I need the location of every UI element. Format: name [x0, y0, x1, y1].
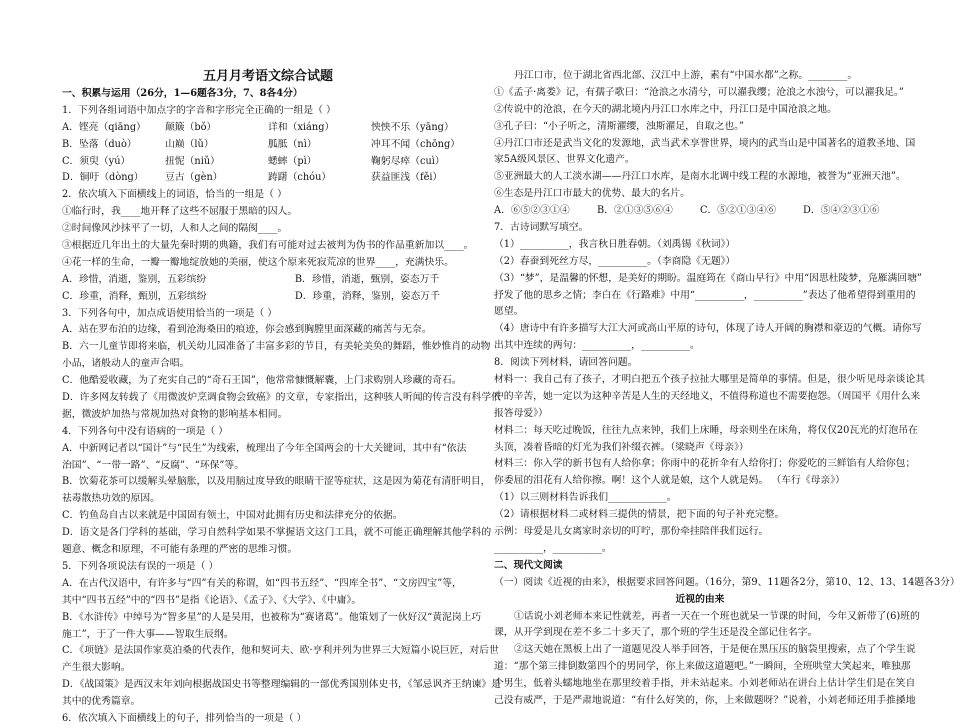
question-8: 8．阅读下列材料，请回答问题。 [494, 357, 638, 369]
reading-instructions: （一）阅读《近视的由来》，根据要求回答问题。（16分，第9、11题各2分，第10、12、13、14题各3分） [494, 576, 960, 588]
question-line: 祛毒散热功效的原因。 [62, 493, 160, 505]
question-line: 其中的优秀篇章。 [62, 696, 141, 708]
question-line: C．《项链》是法国作家莫泊桑的代表作，他和契诃夫、欧·亨利并列为世界三大短篇小说巨匠，对后世 [62, 645, 499, 657]
question-line: 材料二：每天吃过晚饭，往往九点来钟，我们上床睡，母亲则坐在床角，将仅仅20瓦光的灯泡吊在 [494, 424, 918, 436]
essay-paragraph-line: ①话说小刘老师本来记性就差，再者一天在一个班也就呆一节课的时间，今年又新带了(6)班的 [514, 610, 920, 622]
section-heading-1: 一、积累与运用（26分，1—6题各3分，7、8各4分） [62, 88, 303, 99]
question-line: （4）唐诗中有许多描写大江大河或高山平原的诗句，体现了诗人开阔的胸襟和豪迈的气概。请你写 [494, 323, 922, 335]
question-line: 丹江口市，位于湖北省西北部、汉江中上游，素有“中国水都”之称。________。 [514, 70, 858, 81]
question-line: （1）__________，我言秋日胜春朝。（刘禹锡《秋词》） [494, 238, 736, 250]
question-line: （3）“梦”，是温馨的怀想，是美好的期盼。温庭筠在《商山早行》中用“因思杜陵梦，凫雁满回塘” [494, 272, 922, 284]
question-line: 题意、概念和原理，不可能有条理的严密的思维习惯。 [62, 544, 298, 556]
question-line: 治国”、“一带一路”、“反腐”、“环保”等。 [62, 459, 245, 471]
question-6: 6．依次填入下面横线上的句子，排列恰当的一项是（ ） [62, 712, 307, 724]
option-row: A．⑥⑤②③①④ B．②①③⑤⑥④ C．⑤②①③④⑥ D．⑤④②③①⑥ [494, 205, 880, 217]
question-3: 3．下列各句中，加点成语使用恰当的一项是（ ） [62, 307, 278, 319]
question-line: A．在古代汉语中，有许多与“四”有关的称谓，如“四书五经”、“四库全书”、“文房四宝”等， [62, 577, 462, 589]
question-line: __________，__________。 [494, 542, 612, 554]
question-line: ③孔子曰：“小子听之，清斯濯缨，浊斯濯足，自取之也。” [494, 120, 745, 132]
essay-paragraph-line: 己没有威严，于是严肃地说道：“有什么好笑的，你，上来做题呀？”说着，小刘老师还用手推搡地 [494, 694, 916, 706]
essay-paragraph-line: 课，从开学到现在差不多二十多天了，那个班的学生还是没全部记住名字。 [494, 627, 818, 639]
question-line: 材料三：你入学的新书包有人给你拿；你雨中的花折伞有人给你打；你爱吃的三鲜馅有人给你包； [494, 458, 916, 470]
question-line: A．中新网记者以“国计”与“民生”为线索，梳理出了今年全国两会的十大关键词，其中有“依法 [62, 442, 467, 454]
question-line: D．《战国策》是西汉末年刘向根据战国史书等整理编辑的一部优秀国别体史书，《邹忌讽齐王纳谏》是 [62, 679, 501, 691]
essay-paragraph-line: 道：“那个第三排倒数第四个的男同学，你上来做这道题吧。”一瞬间，全班哄堂大笑起来，唯独那 [494, 661, 911, 673]
section-heading-2: 二、现代文阅读 [494, 559, 563, 571]
question-line: 产生很大影响。 [62, 662, 131, 674]
question-line: B．《水浒传》中绰号为“智多星”的人是吴用，也被称为“赛诸葛”。他策划了一伙好汉“黄泥岗上巧 [62, 611, 482, 623]
question-line: 头顶，凑着昏暗的灯光为我们补缀衣裤。（梁晓声《母亲》） [494, 441, 749, 453]
question-line: （2）春蚕到死丝方尽，__________。（李商隐《无题》） [494, 255, 736, 267]
question-line: 家5A级风景区、世界文化遗产。 [494, 154, 635, 166]
option-row: C．须臾（yú） 扭怩（niǔ） 蟋蟀（pì） 鞠躬尽瘁（cuì） [62, 155, 445, 167]
essay-paragraph-line: ②这天她在黑板上出了一道题见没人举手回答，于是便在黑压压的脑袋里搜索，点了个学生说 [514, 644, 916, 656]
question-line: 小品，诸般动人的童声合唱。 [62, 358, 190, 370]
question-1-options [62, 120, 474, 188]
page-title: 五月月考语文综合试题 [202, 69, 333, 84]
question-line: 材料一：我自己有了孩子，才明白把五个孩子拉扯大哪里是简单的事情。但是，很少听见母亲谈论其 [494, 374, 926, 386]
question-line: 你委屈的泪花有人给你擦。啊！这个人就是娘，这个人就是妈。 （车行《母亲》） [494, 475, 845, 487]
question-line: B．饮菊花茶可以缓解头晕脑胀，以及用脑过度导致的眼睛干涩等症状，这是因为菊花有清肝明目， [62, 476, 491, 488]
question-line: 示例：母爱是儿女离家时亲切的叮咛，那份牵挂陪伴我们远行。 [494, 526, 769, 538]
question-line: A．站在罗布泊的边缘，看到沧海桑田的痕迹，你会感到胸膛里面深藏的痛苦与无奈。 [62, 324, 432, 336]
question-line: （1）以三则材料告诉我们____________。 [494, 492, 677, 504]
question-line: ⑤亚洲最大的人工淡水湖——丹江口水库，是南水北调中线工程的水源地，被誉为“亚洲天池”。 [494, 171, 906, 183]
essay-title: 近视的由来 [675, 593, 725, 605]
question-line: ③根据近几年出土的大量先秦时期的典籍，我们有可能对过去被判为伪书的作品重新加以____。 [62, 240, 474, 252]
option-row: C．珍重，消释，甄别，五彩缤纷 D．珍重，消释，鉴别，姿态万千 [62, 290, 440, 302]
question-line: D．许多网友转载了《用微波炉烹调食物会致癌》的文章，专家指出，这种骇人听闻的传言没有科学依 [62, 392, 501, 404]
question-line: C．钓鱼岛自古以来就是中国固有领土，中国对此拥有历史和法律充分的依据。 [62, 510, 403, 522]
question-5: 5．下列各项说法有误的一项是（ ） [62, 560, 219, 572]
question-line: ⑥生态是丹江口市最大的优势、最大的名片。 [494, 188, 690, 200]
question-line: D．语文是各门学科的基础，学习自然科学如果不掌握语文这门工具，就不可能正确理解其他学科的 [62, 527, 492, 539]
question-line: ②传说中的沧浪，在今天的湖北境内丹江口水库之中，丹江口是中国沧浪之地。 [494, 103, 837, 115]
option-row: B．坠落（duò） 山巅（lǔ） 胍胝（nì） 冲耳不闻（chōng） [62, 138, 461, 150]
question-line: 愿望。 [494, 306, 524, 318]
question-line: 出其中连续的两句：__________，__________。 [494, 340, 700, 352]
question-line: B．六一儿童节即将来临，机关幼儿园准备了丰富多彩的节目，有美轮美奂的舞蹈，惟妙惟肖的动物 [62, 341, 491, 353]
question-line: ④花一样的生命，一瓣一瓣地绽放她的美丽，使这个原来死寂荒凉的世界____，充满快乐。 [62, 256, 454, 268]
question-4: 4．下列各句中没有语病的一项是（ ） [62, 425, 229, 437]
question-line: 中的辛苦，她一定以为这种辛苦是人生的天经地义，不值得称道也不需要抱怨。（周国平《用什么来 [494, 390, 921, 402]
question-2: 2．依次填入下面横线上的词语，恰当的一组是（ ） [62, 189, 287, 201]
question-line: ①《孟子·离娄》记，有孺子歌曰：“沧浪之水清兮，可以濯我缨；沧浪之水浊兮，可以濯我足。” [494, 86, 904, 98]
question-line: 施工”，于了一件大事——智取生辰纲。 [62, 628, 234, 640]
question-line: 据，微波炉加热与常规加热对食物的影响基本相同。 [62, 408, 288, 420]
question-line: C．他酷爱收藏，为了充实自己的“奇石王国”，他常常慷慨解囊，上门求购别人珍藏的奇石。 [62, 375, 462, 387]
essay-paragraph-line: 个男生，低着头蠕地地坐在那里绞着手指，并未站起来。小刘老师站在讲台上估计学生们是在笑自 [494, 678, 916, 690]
question-line: ④丹江口市还是武当文化的发源地，武当武术享誉世界，境内的武当山是中国著名的道教圣地、国 [494, 137, 916, 149]
question-line: 其中“四书五经”中的“四书”是指《论语》、《孟子》、《大学》、《中庸》。 [62, 594, 362, 606]
question-1: 1．下列各组词语中加点字的字音和字形完全正确的一组是（ ） [62, 104, 336, 116]
right-column [494, 0, 960, 706]
question-7: 7．古诗词默写填空。 [494, 222, 589, 234]
option-row: A．珍惜，消逝，鉴别，五彩缤纷 B．珍惜，消逝，甄别，姿态万千 [62, 273, 440, 285]
option-row: D．铜吁（dòng） 豆古（gèn） 踌躇（chóu） 获益匪浅（fěi） [62, 172, 443, 184]
left-column [62, 0, 501, 724]
question-line: ①临行时，我____地开释了这些不屈服于黑暗的囚人。 [62, 206, 298, 218]
question-line: 抒发了他的思乡之情；李白在《行路难》中用“__________，__________”表达了他希望得到重用的 [494, 289, 916, 301]
question-line: ②时间像风沙抹平了一切，人和人之间的隔阂____。 [62, 223, 288, 235]
option-row: A．铿亮（qiāng） 颠簸（bǒ） 详和（xiáng） 怏怏不乐（yāng） [62, 121, 454, 133]
question-line: 报答母爱》） [494, 407, 548, 419]
question-line: （2）请根据材料二或材料三提供的情景，把下面的句子补充完整。 [494, 509, 785, 521]
